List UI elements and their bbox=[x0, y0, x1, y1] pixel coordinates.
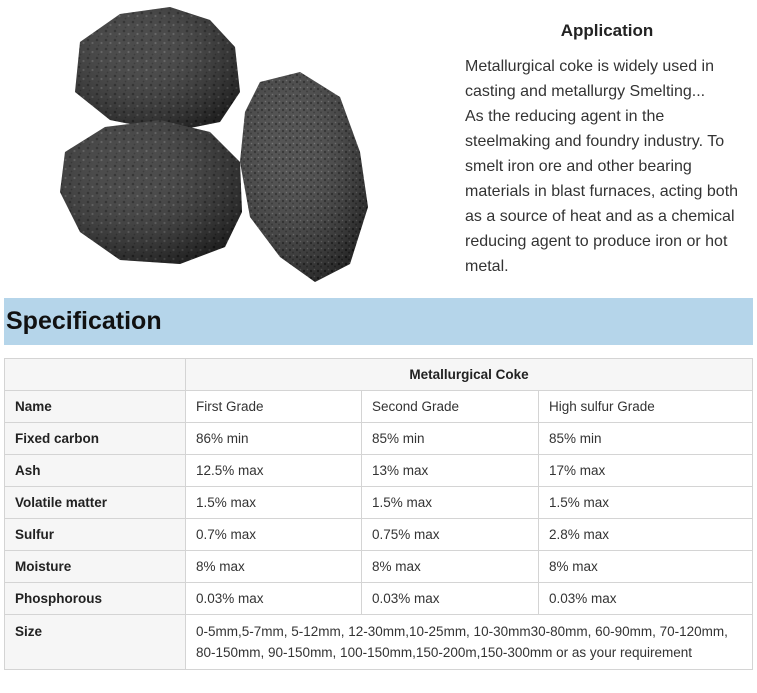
specification-banner bbox=[4, 298, 753, 345]
table-cell: 85% min bbox=[362, 423, 539, 455]
table-cell: 0.7% max bbox=[186, 519, 362, 551]
size-value-cell: 0-5mm,5-7mm, 5-12mm, 12-30mm,10-25mm, 10-30mm30-80mm, 60-90mm, 70-120mm, 80-150mm, 90-150mm, 100-150mm,150-200m,150-300mm or as your requirement bbox=[186, 615, 753, 670]
table-cell: 0.03% max bbox=[362, 583, 539, 615]
table-header-empty-cell bbox=[5, 359, 186, 391]
table-cell: 1.5% max bbox=[186, 487, 362, 519]
coke-lump-right bbox=[240, 72, 368, 282]
table-cell: High sulfur Grade bbox=[539, 391, 753, 423]
table-row bbox=[5, 519, 753, 551]
metallurgical-coke-photo bbox=[50, 2, 380, 287]
application-heading: Application bbox=[560, 21, 654, 40]
row-label: Fixed carbon bbox=[5, 423, 186, 455]
application-line: smelt iron ore and other bearing bbox=[465, 158, 692, 175]
row-label: Volatile matter bbox=[5, 487, 186, 519]
table-cell: Second Grade bbox=[362, 391, 539, 423]
application-line: as a source of heat and as a chemical bbox=[465, 208, 735, 225]
application-description bbox=[465, 54, 755, 279]
table-cell: First Grade bbox=[186, 391, 362, 423]
table-cell: 0.03% max bbox=[539, 583, 753, 615]
table-cell: 8% max bbox=[362, 551, 539, 583]
table-header-row bbox=[5, 359, 753, 391]
table-cell: 17% max bbox=[539, 455, 753, 487]
table-row bbox=[5, 391, 753, 423]
table-cell: 1.5% max bbox=[362, 487, 539, 519]
table-row bbox=[5, 551, 753, 583]
application-line: As the reducing agent in the bbox=[465, 108, 665, 125]
row-label: Sulfur bbox=[5, 519, 186, 551]
table-row bbox=[5, 423, 753, 455]
table-row bbox=[5, 455, 753, 487]
specification-heading: Specification bbox=[6, 307, 162, 335]
coke-lump-bottom bbox=[60, 120, 242, 264]
application-line: reducing agent to produce iron or hot bbox=[465, 233, 728, 250]
application-line: metal. bbox=[465, 258, 509, 275]
table-cell: 0.03% max bbox=[186, 583, 362, 615]
table-cell: 1.5% max bbox=[539, 487, 753, 519]
row-label: Ash bbox=[5, 455, 186, 487]
row-label: Phosphorous bbox=[5, 583, 186, 615]
application-line: steelmaking and foundry industry. To bbox=[465, 133, 725, 150]
application-line: casting and metallurgy Smelting... bbox=[465, 83, 706, 100]
row-label: Size bbox=[5, 615, 186, 670]
table-cell: 13% max bbox=[362, 455, 539, 487]
table-cell: 8% max bbox=[539, 551, 753, 583]
table-row-size bbox=[5, 615, 753, 670]
row-label: Moisture bbox=[5, 551, 186, 583]
application-line: Metallurgical coke is widely used in bbox=[465, 58, 714, 75]
table-cell: 8% max bbox=[186, 551, 362, 583]
table-row bbox=[5, 487, 753, 519]
table-cell: 0.75% max bbox=[362, 519, 539, 551]
table-row bbox=[5, 583, 753, 615]
application-line: materials in blast furnaces, acting both bbox=[465, 183, 739, 200]
row-label: Name bbox=[5, 391, 186, 423]
table-cell: 2.8% max bbox=[539, 519, 753, 551]
coke-lump-top bbox=[75, 7, 240, 132]
table-header-cell: Metallurgical Coke bbox=[186, 359, 753, 391]
specification-table bbox=[4, 358, 753, 670]
table-cell: 86% min bbox=[186, 423, 362, 455]
table-cell: 12.5% max bbox=[186, 455, 362, 487]
table-cell: 85% min bbox=[539, 423, 753, 455]
